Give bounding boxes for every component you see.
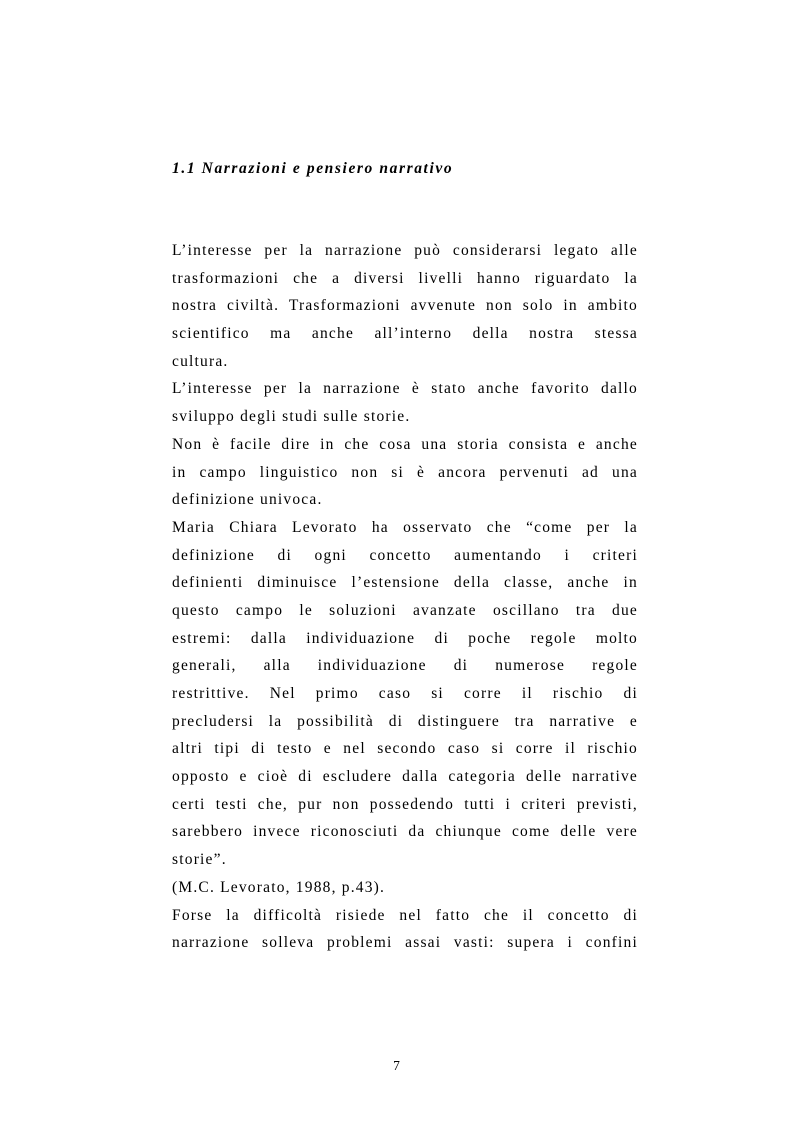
- text-line: L’interesse per la narrazione è stato anche favorito dallo: [172, 380, 638, 398]
- text-line: estremi: dalla individuazione di poche regole molto: [172, 629, 638, 647]
- text-line: cultura.: [172, 352, 229, 370]
- text-line: sviluppo degli studi sulle storie.: [172, 408, 411, 426]
- paragraph: [172, 874, 638, 902]
- text-line: nostra civiltà. Trasformazioni avvenute non solo in ambito: [172, 297, 638, 315]
- text-line: L’interesse per la narrazione può considerarsi legato alle: [172, 242, 638, 259]
- paragraph: [172, 237, 638, 375]
- text-line: Forse la difficoltà risiede nel fatto che il concetto di: [172, 906, 638, 924]
- page-number: 7: [393, 1058, 400, 1073]
- section-heading: 1.1 Narrazioni e pensiero narrativo: [172, 160, 454, 177]
- paragraph: [172, 375, 638, 430]
- paragraph: [172, 431, 638, 514]
- text-line: generali, alla individuazione di numerose regole: [172, 657, 638, 675]
- text-line: Non è facile dire in che cosa una storia consista e anche: [172, 435, 638, 453]
- text-line: altri tipi di testo e nel secondo caso si corre il rischio: [172, 740, 638, 758]
- text-line: definizione di ogni concetto aumentando i criteri: [172, 546, 638, 564]
- text-line: definienti diminuisce l’estensione della classe, anche in: [172, 574, 638, 592]
- paragraph: [172, 514, 638, 874]
- text-line: certi testi che, pur non possedendo tutti i criteri previsti,: [172, 795, 638, 813]
- text-line: restrittive. Nel primo caso si corre il rischio di: [172, 685, 638, 702]
- text-line: precludersi la possibilità di distinguere tra narrative e: [172, 712, 638, 730]
- text-line: Maria Chiara Levorato ha osservato che “come per la: [172, 518, 638, 536]
- text-line: scientifico ma anche all’interno della nostra stessa: [172, 325, 638, 343]
- text-line: narrazione solleva problemi assai vasti: supera i confini: [172, 934, 638, 952]
- text-line: questo campo le soluzioni avanzate oscillano tra due: [172, 601, 638, 619]
- text-line: opposto e cioè di escludere dalla categoria delle narrative: [172, 768, 638, 786]
- text-line: definizione univoca.: [172, 491, 323, 509]
- text-line: sarebbero invece riconosciuti da chiunque come delle vere: [172, 823, 638, 841]
- text-line: (M.C. Levorato, 1988, p.43).: [172, 878, 386, 896]
- text-line: trasformazioni che a diversi livelli hanno riguardato la: [172, 269, 638, 287]
- paragraph: [172, 902, 638, 957]
- text-line: in campo linguistico non si è ancora pervenuti ad una: [172, 463, 638, 481]
- text-line: storie”.: [172, 851, 227, 869]
- body-text: [172, 237, 638, 957]
